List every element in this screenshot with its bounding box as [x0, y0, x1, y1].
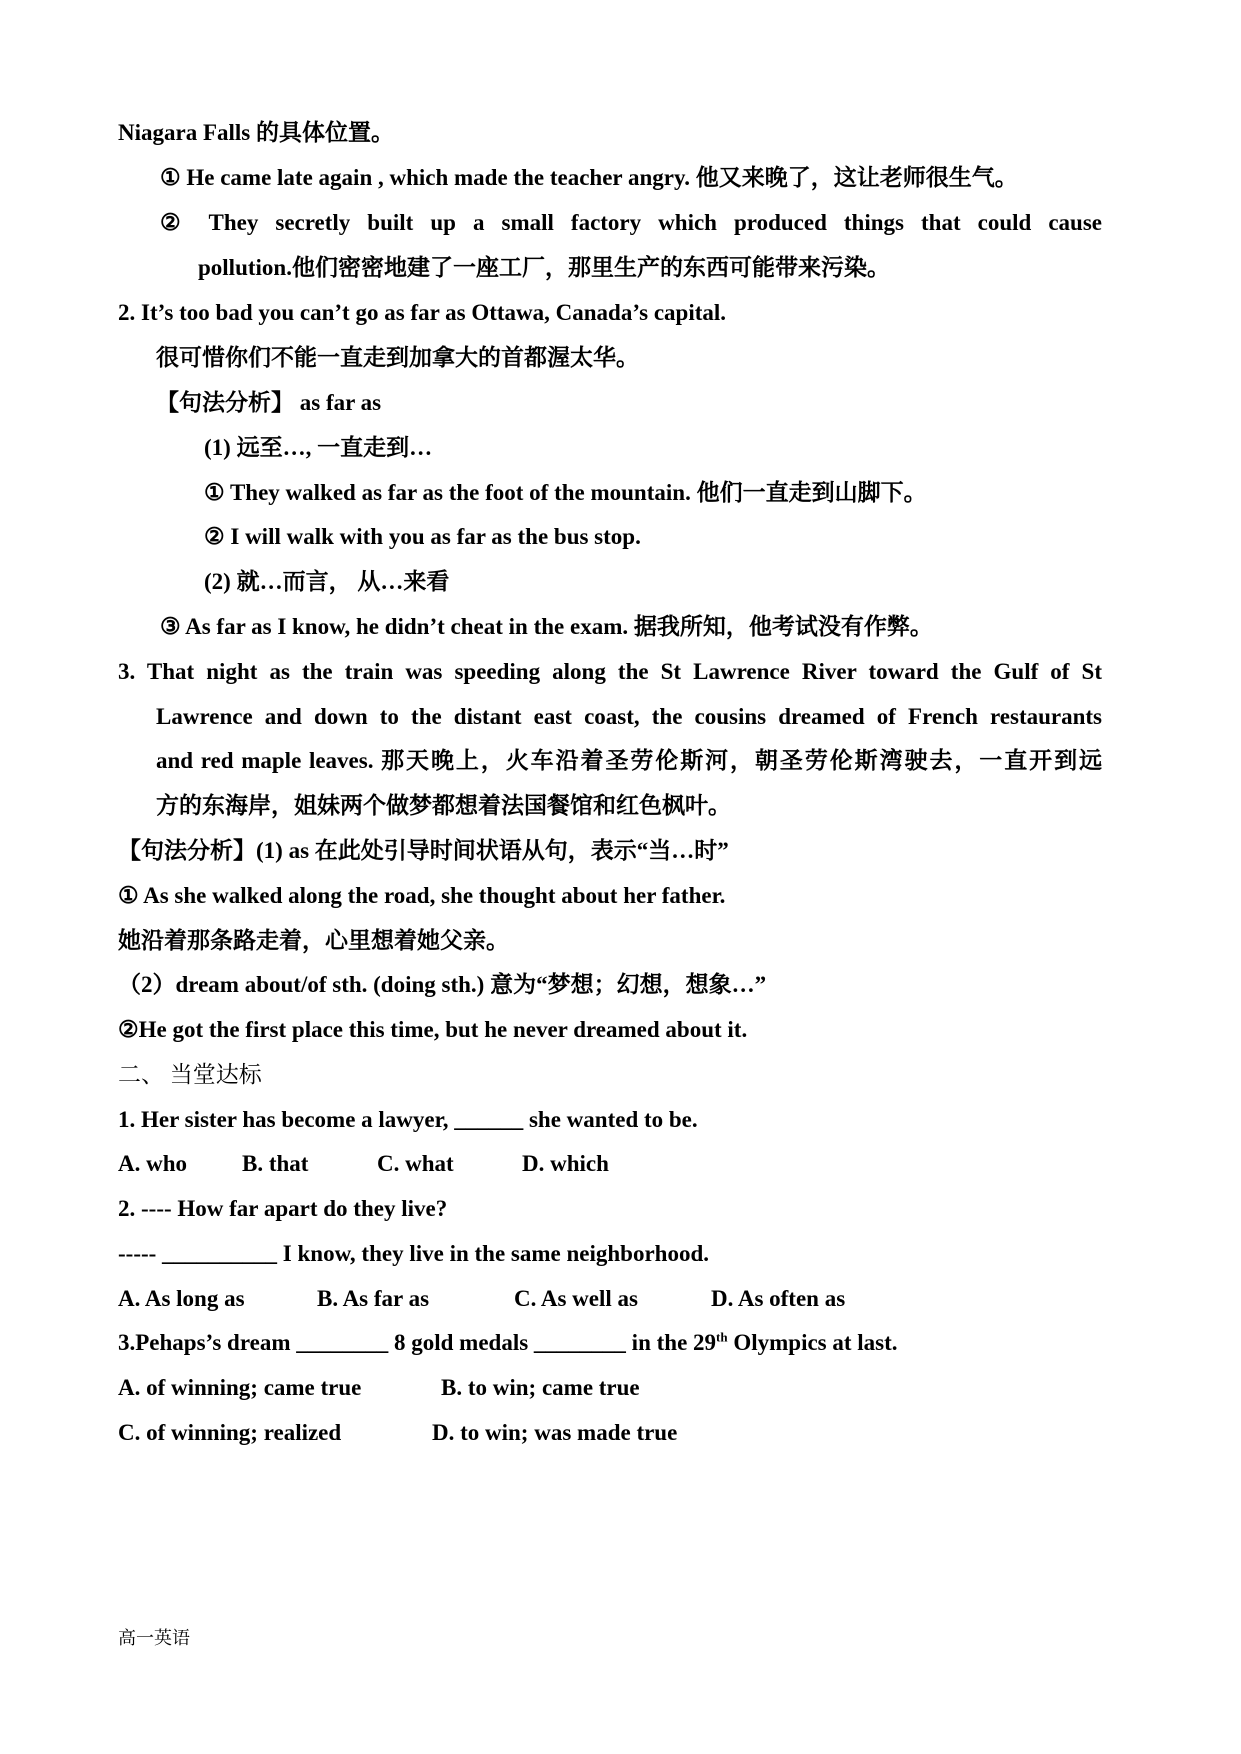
- text-line: (2) 就…而言， 从…来看: [204, 569, 450, 594]
- option-a: A. As long as: [118, 1286, 245, 1311]
- question-3-options: [118, 1418, 677, 1448]
- text-line: pollution.他们密密地建了一座工厂，那里生产的东西可能带来污染。: [198, 255, 890, 280]
- section-heading: 二、 当堂达标: [118, 1062, 262, 1087]
- text-line: 3. That night as the train was speeding along the St Lawrence River toward the Gulf of St: [118, 659, 1102, 684]
- option-b: B. that: [242, 1151, 309, 1176]
- option-c: C. what: [377, 1151, 454, 1176]
- option-d: D. which: [522, 1151, 609, 1176]
- question-2: 2. ---- How far apart do they live?: [118, 1196, 448, 1221]
- text-line: ① He came late again , which made the teacher angry. 他又来晚了，这让老师很生气。: [160, 165, 1018, 190]
- text-line: 【句法分析】(1) as 在此处引导时间状语从句，表示“当…时”: [118, 838, 729, 863]
- text-line: ②He got the first place this time, but he never dreamed about it.: [118, 1017, 748, 1042]
- question-2-answer-line: ----- __________ I know, they live in the same neighborhood.: [118, 1241, 709, 1266]
- question-3: [118, 1328, 898, 1358]
- text-line: 她沿着那条路走着，心里想着她父亲。: [118, 928, 509, 953]
- text-line: ③ As far as I know, he didn’t cheat in the exam. 据我所知，他考试没有作弊。: [160, 614, 933, 639]
- option-b: B. As far as: [317, 1286, 430, 1311]
- page-footer: 高一英语: [118, 1628, 190, 1648]
- ordinal-suffix: th: [716, 1329, 728, 1345]
- text-line: 2. It’s too bad you can’t go as far as Ottawa, Canada’s capital.: [118, 300, 727, 325]
- option-d: D. As often as: [711, 1286, 846, 1311]
- option-d: D. to win; was made true: [432, 1420, 678, 1445]
- text-line: ② I will walk with you as far as the bus stop.: [204, 524, 641, 549]
- option-a: A. of winning; came true: [118, 1375, 362, 1400]
- question-3-text: 3.Pehaps’s dream ________ 8 gold medals ________ in the 29: [118, 1330, 717, 1355]
- text-line: 方的东海岸，姐妹两个做梦都想着法国餐馆和红色枫叶。: [156, 793, 731, 818]
- option-a: A. who: [118, 1151, 188, 1176]
- option-c: C. of winning; realized: [118, 1420, 342, 1445]
- text-line: ① As she walked along the road, she thought about her father.: [118, 883, 726, 908]
- option-c: C. As well as: [514, 1286, 638, 1311]
- question-2-options: [118, 1284, 845, 1314]
- option-b: B. to win; came true: [441, 1375, 640, 1400]
- text-line: Niagara Falls 的具体位置。: [118, 120, 394, 145]
- text-line: (1) 远至…, 一直走到…: [204, 435, 433, 460]
- text-line: ① They walked as far as the foot of the mountain. 他们一直走到山脚下。: [204, 480, 927, 505]
- text-line: and red maple leaves. 那天晚上，火车沿着圣劳伦斯河，朝圣劳伦斯湾驶去，一直开到远: [156, 748, 1102, 773]
- question-1: 1. Her sister has become a lawyer, ______ she wanted to be.: [118, 1107, 698, 1132]
- question-3-text-end: Olympics at last.: [727, 1330, 898, 1355]
- text-line: Lawrence and down to the distant east coast, the cousins dreamed of French restaurants: [156, 704, 1102, 729]
- text-line: ② They secretly built up a small factory which produced things that could cause: [160, 210, 1102, 235]
- question-3-options: [118, 1373, 640, 1403]
- text-line: （2）dream about/of sth. (doing sth.) 意为“梦想；幻想，想象…”: [118, 972, 767, 997]
- question-1-options: [118, 1149, 609, 1179]
- text-line: 【句法分析】 as far as: [156, 390, 382, 415]
- text-line: 很可惜你们不能一直走到加拿大的首都渥太华。: [156, 345, 639, 370]
